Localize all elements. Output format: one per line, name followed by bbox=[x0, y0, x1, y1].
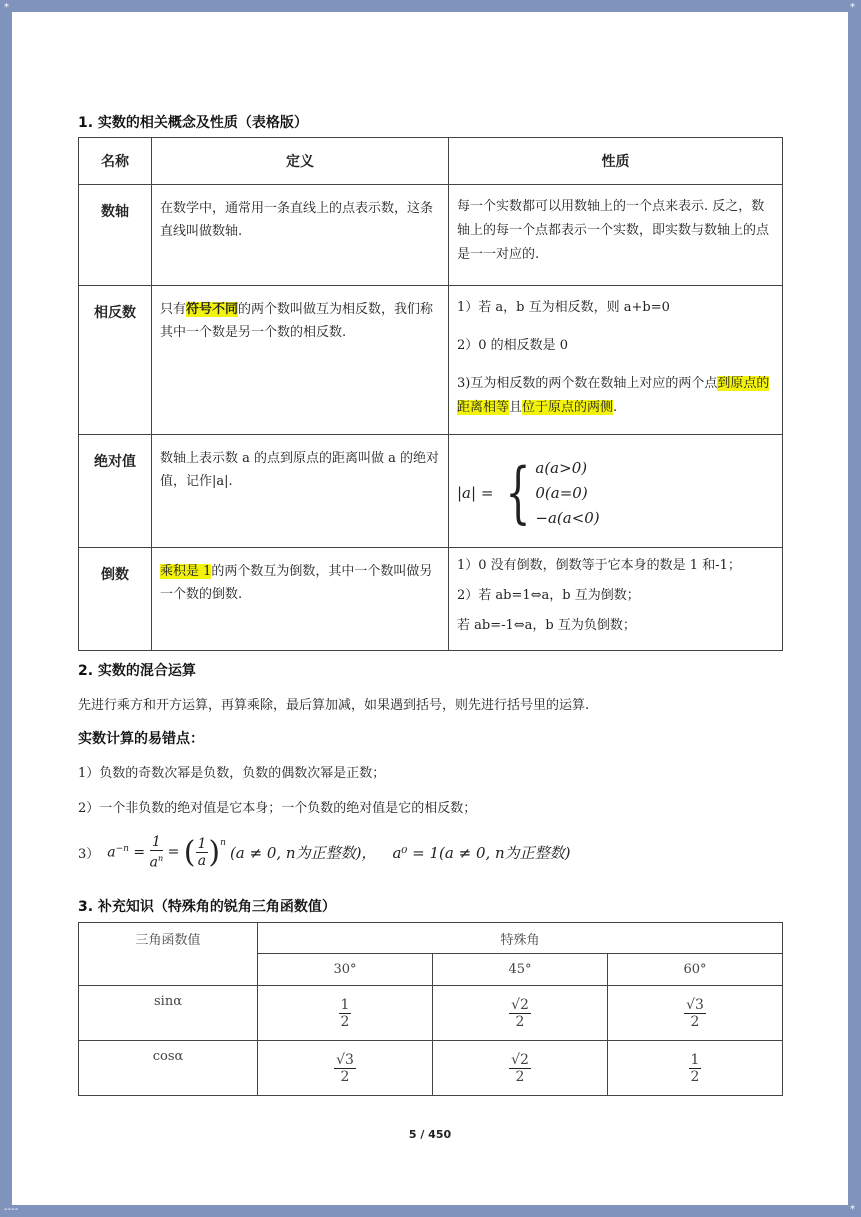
row-name: 数轴 bbox=[79, 185, 152, 286]
row-property bbox=[449, 548, 783, 651]
sin-label: sinα bbox=[79, 986, 258, 1041]
row-definition: 数轴上表示数 a 的点到原点的距离叫做 a 的绝对值，记作|a|. bbox=[152, 435, 449, 548]
fraction: $\frac{1}{2}$ bbox=[690, 1051, 700, 1085]
highlighted-text: 到原点的距离相等 bbox=[457, 376, 770, 415]
page-number: 5 / 450 bbox=[408, 1128, 452, 1141]
fraction: $\frac{√2}{2}$ bbox=[511, 996, 529, 1030]
property-line: 2）0 的相反数是 0 bbox=[457, 338, 569, 353]
list-item: 1）负数的奇数次幂是负数，负数的偶数次幂是正数； bbox=[78, 766, 386, 781]
formula-lhs: |a| = bbox=[457, 484, 494, 502]
trig-cos-row bbox=[79, 1041, 783, 1096]
list-item: 2）一个非负数的绝对值是它本身；一个负数的绝对值是它的相反数； bbox=[78, 801, 477, 816]
value-cell bbox=[608, 986, 783, 1041]
def-text: 只有 bbox=[160, 302, 187, 317]
table-row bbox=[79, 286, 783, 435]
value-cell bbox=[608, 1041, 783, 1096]
formula-case: a(a>0) bbox=[535, 458, 588, 477]
def-text: 的两个数叫做互为相反数，我们称其中一个数是另一个数的相反数. bbox=[160, 302, 434, 340]
fraction: $\frac{1}{2}$ bbox=[340, 996, 350, 1030]
row-name: 相反数 bbox=[79, 286, 152, 435]
section-2-title: 2. 实数的混合运算 bbox=[78, 663, 196, 679]
row-property bbox=[449, 435, 783, 548]
property-line: 1）若 a，b 互为相反数，则 a+b=0 bbox=[457, 300, 670, 315]
property-line: 2）若 ab=1⇔a，b 互为倒数； bbox=[457, 588, 640, 603]
concepts-table bbox=[78, 137, 783, 651]
paren-icon: ( bbox=[183, 834, 196, 870]
row-property: 每一个实数都可以用数轴上的一个点来表示. 反之，数轴上的每一个点都表示一个实数，即实数与数轴上的点是一一对应的. bbox=[449, 185, 783, 286]
document-page bbox=[12, 12, 848, 1205]
table-row bbox=[79, 435, 783, 548]
row-name: 绝对值 bbox=[79, 435, 152, 548]
property-line: 若 ab=-1⇔a，b 互为负倒数； bbox=[457, 618, 636, 633]
highlighted-text: 乘积是 1 bbox=[160, 564, 212, 579]
absolute-value-formula bbox=[457, 456, 774, 531]
value-cell bbox=[258, 986, 433, 1041]
col-header-property: 性质 bbox=[449, 138, 783, 185]
corner-mark-top-right: * bbox=[850, 2, 855, 13]
trig-header-left: 三角函数值 bbox=[79, 923, 258, 986]
trig-header-right: 特殊角 bbox=[258, 923, 783, 954]
section-1-title: 1. 实数的相关概念及性质（表格版） bbox=[78, 115, 308, 131]
row-definition bbox=[152, 548, 449, 651]
table-row bbox=[79, 548, 783, 651]
formula-zero-power: a⁰ = 1(a ≠ 0, n为正整数) bbox=[392, 843, 571, 862]
corner-mark-bottom-right: * bbox=[850, 1204, 855, 1215]
fraction: $\frac{√3}{2}$ bbox=[686, 996, 704, 1030]
table-row bbox=[79, 185, 783, 286]
list-item-formula bbox=[78, 834, 571, 871]
formula-equals: = bbox=[163, 844, 184, 861]
def-text: 的两个数互为倒数，其中一个数叫做另一个数的倒数. bbox=[160, 564, 433, 602]
row-name: 倒数 bbox=[79, 548, 152, 651]
row-property bbox=[449, 286, 783, 435]
value-cell bbox=[433, 986, 608, 1041]
concepts-table-header bbox=[79, 138, 783, 185]
fraction: $\frac{√2}{2}$ bbox=[511, 1051, 529, 1085]
formula-case: −a(a<0) bbox=[535, 508, 600, 527]
brace-icon: { bbox=[505, 454, 531, 531]
section-3-title: 3. 补充知识（特殊角的锐角三角函数值） bbox=[78, 899, 336, 915]
property-text: 且 bbox=[509, 400, 523, 415]
col-header-name: 名称 bbox=[79, 138, 152, 185]
formula-case: 0(a=0) bbox=[535, 483, 588, 502]
fraction: $\frac{√3}{2}$ bbox=[336, 1051, 354, 1085]
col-header-definition: 定义 bbox=[152, 138, 449, 185]
value-cell bbox=[258, 1041, 433, 1096]
property-line: 1）0 没有倒数，倒数等于它本身的数是 1 和-1； bbox=[457, 558, 741, 573]
row-definition: 在数学中，通常用一条直线上的点表示数，这条直线叫做数轴. bbox=[152, 185, 449, 286]
trig-table-header bbox=[79, 923, 783, 954]
trig-sin-row bbox=[79, 986, 783, 1041]
exponent: n bbox=[220, 838, 226, 848]
highlighted-text: 符号不同 bbox=[186, 302, 239, 317]
list-item-number: 3） bbox=[78, 846, 100, 862]
formula-cases bbox=[535, 456, 599, 531]
corner-mark-top-left: * bbox=[4, 2, 9, 13]
cos-label: cosα bbox=[79, 1041, 258, 1096]
trig-table bbox=[78, 922, 783, 1096]
highlighted-text: 位于原点的两侧 bbox=[522, 400, 614, 415]
fraction: $\frac{1}{a^n}$ bbox=[149, 834, 164, 871]
formula-power: $a^{-n}$ = bbox=[107, 844, 150, 861]
row-definition bbox=[152, 286, 449, 435]
section-2-subtitle: 实数计算的易错点： bbox=[78, 731, 204, 747]
paren-icon: ) bbox=[208, 834, 221, 870]
angle-cell: 60° bbox=[608, 954, 783, 986]
angle-cell: 45° bbox=[433, 954, 608, 986]
property-line bbox=[457, 372, 774, 420]
angle-cell: 30° bbox=[258, 954, 433, 986]
property-text: 3)互为相反数的两个数在数轴上对应的两个点 bbox=[457, 376, 718, 391]
corner-mark-bottom-left: ---- bbox=[4, 1204, 19, 1215]
fraction: $\frac{1}{a}$ bbox=[197, 835, 207, 869]
formula-condition: (a ≠ 0, n为正整数)， bbox=[229, 843, 377, 862]
value-cell bbox=[433, 1041, 608, 1096]
section-2-text: 先进行乘方和开方运算，再算乘除，最后算加减，如果遇到括号，则先进行括号里的运算. bbox=[78, 698, 590, 713]
property-text: . bbox=[613, 400, 618, 415]
